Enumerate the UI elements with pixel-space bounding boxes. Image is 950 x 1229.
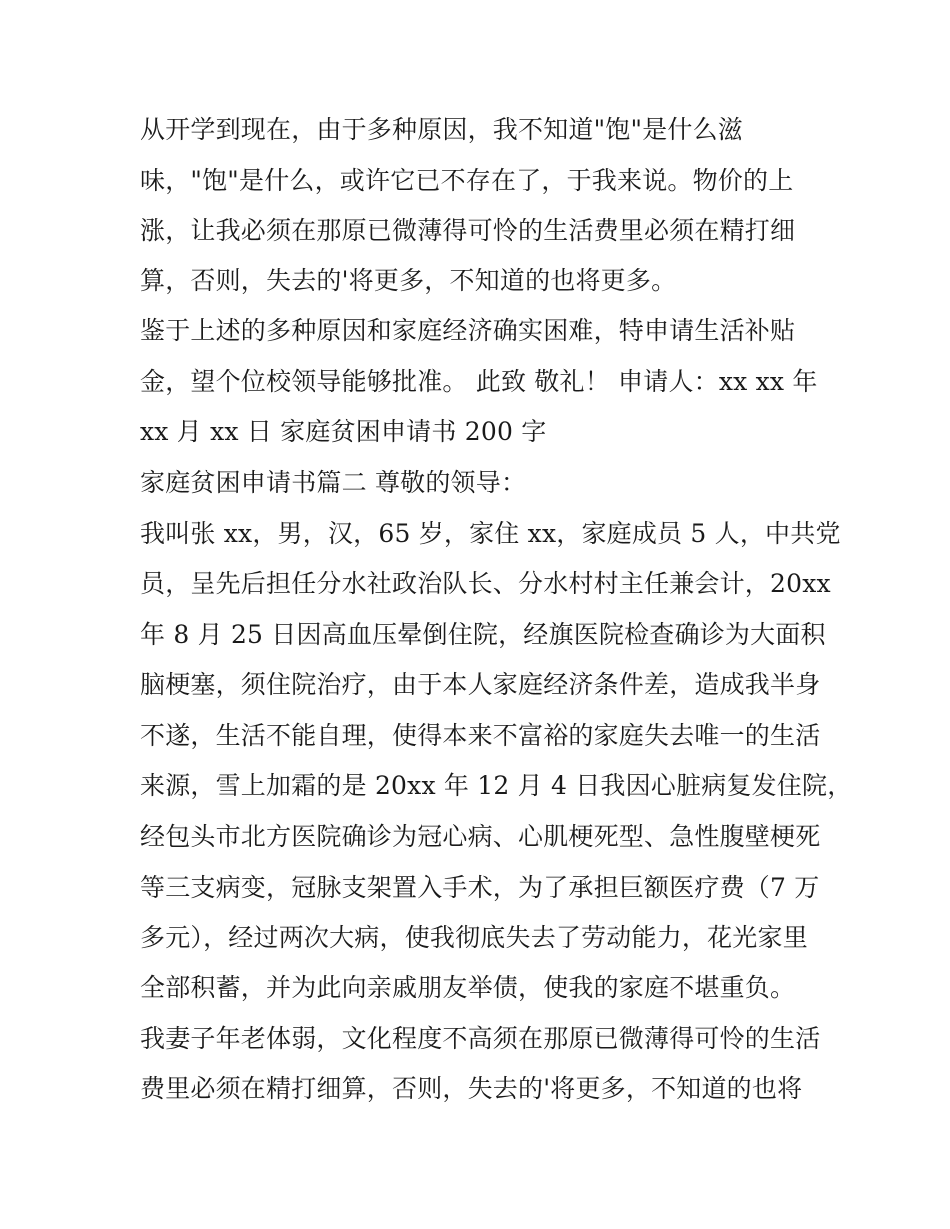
- text-line-8: 家庭贫困申请书篇二 尊敬的领导：: [140, 468, 527, 497]
- text-line-18: 全部积蓄，并为此向亲戚朋友举债，使我的家庭不堪重负。: [140, 973, 796, 1002]
- text-line-15: 经包头市北方医院确诊为冠心病、心肌梗死型、急性腹壁梗死: [140, 822, 821, 851]
- text-line-16: 等三支病变，冠脉支架置入手术，为了承担巨额医疗费（7 万: [140, 873, 820, 902]
- text-line-5: 鉴于上述的多种原因和家庭经济确实困难，特申请生活补贴: [140, 316, 796, 345]
- text-line-17: 多元），经过两次大病，使我彻底失去了劳动能力，花光家里: [140, 923, 808, 952]
- text-line-3: 涨，让我必须在那原已微薄得可怜的生活费里必须在精打细: [140, 216, 796, 245]
- text-line-10: 员，呈先后担任分水社政治队长、分水村村主任兼会计，20xx: [140, 569, 831, 598]
- text-line-7: xx 月 xx 日 家庭贫困申请书 200 字: [140, 417, 547, 446]
- text-line-20: 费里必须在精打细算，否则，失去的'将更多，不知道的也将: [140, 1074, 803, 1103]
- text-line-6: 金，望个位校领导能够批准。 此致 敬礼！ 申请人：xx xx 年: [140, 367, 818, 396]
- text-line-2: 味，"饱"是什么，或许它已不存在了，于我来说。物价的上: [140, 166, 794, 195]
- text-line-11: 年 8 月 25 日因高血压晕倒住院，经旗医院检查确诊为大面积: [140, 620, 826, 649]
- text-line-9: 我叫张 xx，男，汉，65 岁，家住 xx，家庭成员 5 人，中共党: [140, 519, 841, 548]
- text-line-12: 脑梗塞，须住院治疗，由于本人家庭经济条件差，造成我半身: [140, 670, 821, 699]
- text-line-14: 来源，雪上加霜的是 20xx 年 12 月 4 日我因心脏病复发住院，: [140, 771, 853, 800]
- text-line-4: 算，否则，失去的'将更多，不知道的也将更多。: [140, 266, 677, 295]
- text-line-1: 从开学到现在，由于多种原因，我不知道"饱"是什么滋: [140, 115, 744, 144]
- text-line-19: 我妻子年老体弱，文化程度不高须在那原已微薄得可怜的生活: [140, 1024, 821, 1053]
- text-line-13: 不遂，生活不能自理，使得本来不富裕的家庭失去唯一的生活: [140, 721, 821, 750]
